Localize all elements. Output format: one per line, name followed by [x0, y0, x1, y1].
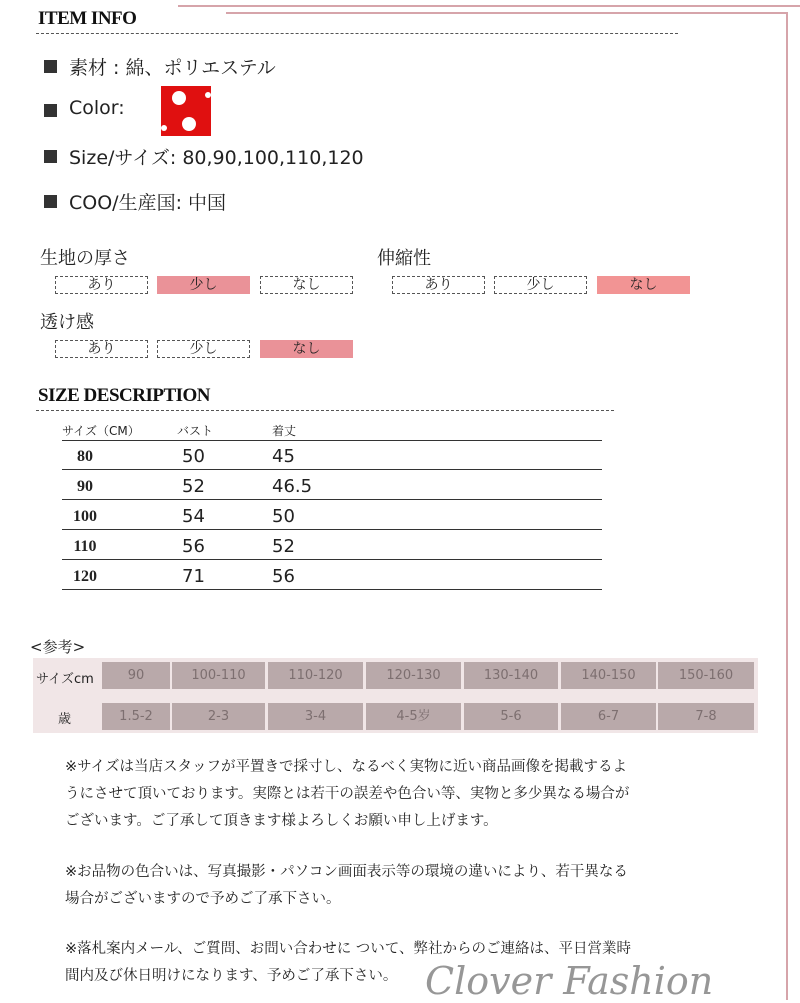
coo-text: COO/生産国: 中国: [69, 192, 227, 214]
transparency-label: 透け感: [40, 312, 94, 333]
age-cell: 6-7: [561, 703, 656, 730]
size-cm-cell: 90: [102, 662, 170, 689]
bullet-icon: [44, 60, 57, 73]
size-cell: 100: [73, 508, 97, 525]
note-line: ございます。ご了承して頂きます様よろしくお願い申し上げます。: [65, 813, 498, 829]
size-cell: 110: [73, 538, 97, 555]
row-line: [62, 469, 602, 470]
note-line: 場合がございますので予めご了承下さい。: [65, 891, 341, 907]
divider: [36, 33, 678, 34]
size-cm-cell: 130-140: [464, 662, 558, 689]
stretch-option-ari: あり: [392, 276, 485, 294]
length-cell: 56: [272, 566, 295, 587]
size-cm-cell: 100-110: [172, 662, 265, 689]
note-line: ※サイズは当店スタッフが平置きで採寸し、なるべく実物に近い商品画像を掲載するよ: [65, 759, 627, 775]
divider: [36, 410, 614, 411]
size-cell: 90: [77, 478, 93, 495]
row-line: [62, 529, 602, 530]
bust-cell: 71: [182, 566, 205, 587]
row-line: [62, 440, 602, 441]
polka-dot-swatch-icon: [161, 86, 211, 136]
reference-title: <参考>: [30, 638, 86, 656]
bullet-icon: [44, 104, 57, 117]
age-cell: 5-6: [464, 703, 558, 730]
thickness-label: 生地の厚さ: [40, 248, 130, 269]
size-cm-cell: 120-130: [366, 662, 461, 689]
length-cell: 52: [272, 536, 295, 557]
age-cell: 2-3: [172, 703, 265, 730]
item-info-title: ITEM INFO: [38, 8, 137, 29]
length-cell: 50: [272, 506, 295, 527]
color-label: Color:: [69, 97, 125, 119]
size-cell: 120: [73, 568, 97, 585]
note-line: ※落札案内メール、ご質問、お問い合わせに ついて、弊社からのご連絡は、平日営業時: [65, 941, 632, 957]
bust-cell: 52: [182, 476, 205, 497]
thickness-option-nashi: なし: [260, 276, 353, 294]
clover-fashion-watermark: Clover Fashion: [425, 959, 714, 1003]
stretch-label: 伸縮性: [377, 248, 431, 269]
material-text: 素材 : 綿、ポリエステル: [69, 57, 276, 79]
thickness-option-sukoshi-selected: 少し: [157, 276, 250, 294]
size-description-title: SIZE DESCRIPTION: [38, 385, 211, 406]
header-bust: バスト: [177, 424, 214, 438]
bullet-icon: [44, 195, 57, 208]
size-cell: 80: [77, 448, 93, 465]
header-size: サイズ（CM）: [62, 424, 140, 438]
size-cm-cell: 140-150: [561, 662, 656, 689]
bullet-icon: [44, 150, 57, 163]
row-line: [62, 499, 602, 500]
age-cell: 7-8: [658, 703, 754, 730]
length-cell: 45: [272, 446, 295, 467]
size-cm-cell: 150-160: [658, 662, 754, 689]
size-text: Size/サイズ: 80,90,100,110,120: [69, 147, 364, 169]
frame-line-top-outer: [178, 5, 800, 7]
bust-cell: 56: [182, 536, 205, 557]
transparency-option-nashi-selected: なし: [260, 340, 353, 358]
age-cell: 4-5岁: [366, 703, 461, 730]
row-line: [62, 559, 602, 560]
row-label-age: 歳: [58, 712, 72, 727]
note-line: うにさせて頂いております。実際とは若干の誤差や色合い等、実物と多少異なる場合が: [65, 786, 630, 802]
size-cm-cell: 110-120: [268, 662, 363, 689]
age-cell: 3-4: [268, 703, 363, 730]
frame-line-top-inner: [226, 12, 788, 14]
bust-cell: 54: [182, 506, 205, 527]
thickness-option-ari: あり: [55, 276, 148, 294]
bust-cell: 50: [182, 446, 205, 467]
age-cell: 1.5-2: [102, 703, 170, 730]
stretch-option-sukoshi: 少し: [494, 276, 587, 294]
transparency-option-sukoshi: 少し: [157, 340, 250, 358]
note-line: 間内及び休日明けになります、予めご了承下さい。: [65, 968, 398, 984]
row-label-size: サイズcm: [36, 672, 94, 687]
header-length: 着丈: [272, 424, 297, 438]
stretch-option-nashi-selected: なし: [597, 276, 690, 294]
row-line: [62, 589, 602, 590]
frame-line-right: [786, 12, 788, 1000]
note-line: ※お品物の色合いは、写真撮影・パソコン画面表示等の環境の違いにより、若干異なる: [65, 864, 628, 880]
length-cell: 46.5: [272, 476, 313, 497]
transparency-option-ari: あり: [55, 340, 148, 358]
